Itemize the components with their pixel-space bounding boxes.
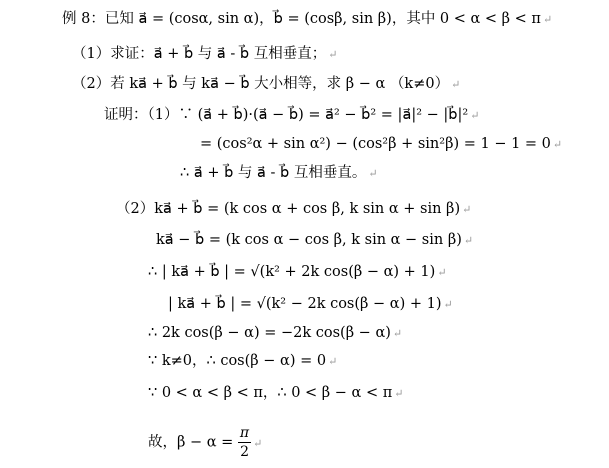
part-2-step-1: （2）ka⃗ + b⃗ = (k cos α + cos β, k sin α + sin β) ↵	[116, 201, 472, 217]
final-answer-fraction: $\frac{\pi}{2}$	[239, 425, 250, 460]
proof-step-2: = (cos²α + sin α²) − (cos²β + sin²β) = 1 − 1 = 0 ↵	[200, 136, 563, 152]
part-2-step-2: ka⃗ − b⃗ = (k cos α − cos β, k sin α − sin β) ↵	[156, 232, 474, 248]
part-2-question: （2）若 ka⃗ + b⃗ 与 ka⃗ − b⃗ 大小相等，求 β − α （k≠0） ↵	[72, 76, 461, 92]
final-answer: 故，β − α = $\frac{\pi}{2}$ ↵	[148, 425, 263, 460]
proof-step-1: 证明：（1）∵ (a⃗ + b⃗)·(a⃗ − b⃗) = a⃗² − b⃗² = |a⃗|² − |b⃗|² ↵	[104, 107, 480, 123]
part-1-question: （1）求证：a⃗ + b⃗ 与 a⃗ - b⃗ 互相垂直； ↵	[72, 46, 338, 62]
part-2-step-3: ∴ | ka⃗ + b⃗ | = √(k² + 2k cos(β − α) + 1) ↵	[148, 264, 447, 280]
part-2-step-7: ∵ 0 < α < β < π，∴ 0 < β − α < π ↵	[148, 385, 404, 401]
proof-conclusion-1: ∴ a⃗ + b⃗ 与 a⃗ - b⃗ 互相垂直。 ↵	[180, 165, 378, 181]
part-2-step-5: ∴ 2k cos(β − α) = −2k cos(β − α) ↵	[148, 325, 403, 341]
problem-statement: 例 8：已知 a⃗ = (cosα, sin α)，b⃗ = (cosβ, sin β)，其中 0 < α < β < π ↵	[62, 11, 553, 27]
part-2-step-6: ∵ k≠0，∴ cos(β − α) = 0 ↵	[148, 353, 338, 369]
part-2-step-4: | ka⃗ + b⃗ | = √(k² − 2k cos(β − α) + 1) ↵	[168, 296, 453, 312]
